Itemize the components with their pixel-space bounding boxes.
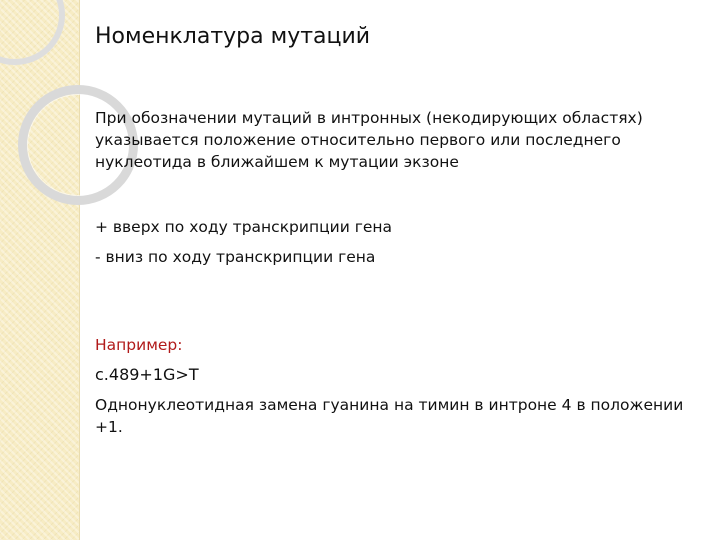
direction-item-upstream: + вверх по ходу транскрипции гена xyxy=(95,218,393,236)
example-description: Однонуклеотидная замена гуанина на тимин в интроне 4 в положении +1. xyxy=(95,396,684,436)
slide-title: Номенклатура мутаций xyxy=(95,24,371,49)
example-heading: Например: xyxy=(95,336,183,354)
example-code: c.489+1G>T xyxy=(95,365,199,384)
direction-item-downstream: - вниз по ходу транскрипции гена xyxy=(95,248,376,266)
intro-paragraph: При обозначении мутаций в интронных (некодирующих областях) указывается положение относительно первого или последнего нуклеотида в ближайшем к мутации экзоне xyxy=(95,109,643,171)
direction-list xyxy=(95,212,695,272)
decorative-side-band xyxy=(0,0,80,540)
